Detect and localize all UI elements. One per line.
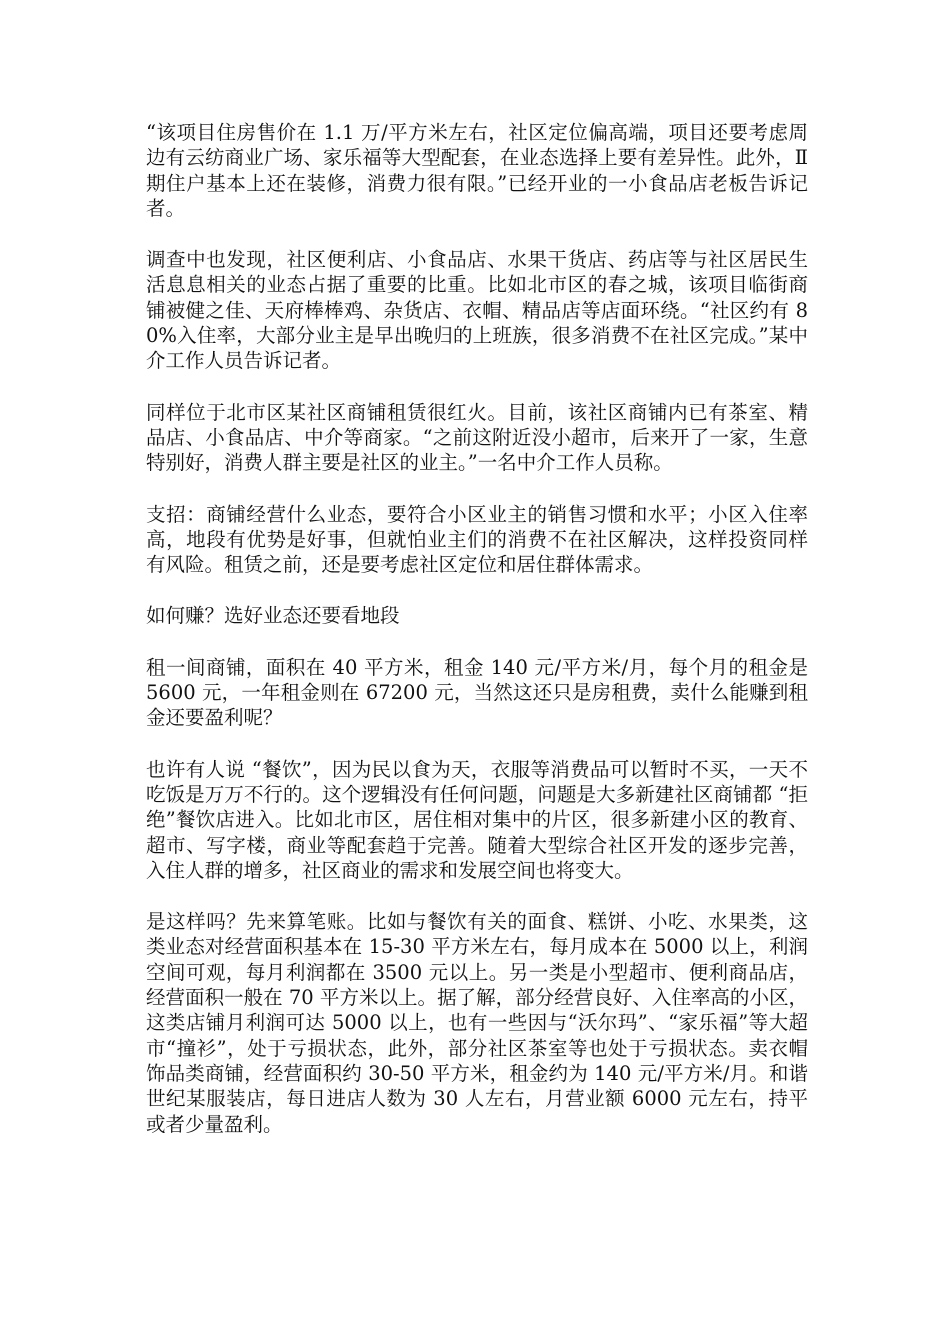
paragraph-rent-calculation: 租一间商铺，面积在 40 平方米，租金 140 元/平方米/月，每个月的租金是 5600 元，一年租金则在 67200 元，当然这还只是房租费，卖什么能赚到租金还要盈利呢？ bbox=[146, 655, 808, 730]
paragraph-profit-analysis: 是这样吗？先来算笔账。比如与餐饮有关的面食、糕饼、小吃、水果类，这类业态对经营面积基本在 15-30 平方米左右，每月成本在 5000 以上，利润空间可观，每月利润都在 3500 元以上。另一类是小型超市、便利商品店，经营面积一般在 70 平方米以上。据了解，部分经营良好、入住率高的小区，这类店铺月利润可达 5000 以上，也有一些因与“沃尔玛”、“家乐福”等大超市“撞衫”，处于亏损状态，此外，部分社区茶室等也处于亏损状态。卖衣帽饰品类商铺，经营面积约 30-50 平方米，租金约为 140 元/平方米/月。和谐世纪某服装店，每日进店人数为 30 人左右，月营业额 6000 元左右，持平或者少量盈利。 bbox=[146, 910, 808, 1136]
paragraph-survey-findings: 调查中也发现，社区便利店、小食品店、水果干货店、药店等与社区居民生活息息相关的业态占据了重要的比重。比如北市区的春之城，该项目临街商铺被健之佳、天府棒棒鸡、杂货店、衣帽、精品店等店面环绕。“社区约有 80%入住率，大部分业主是早出晚归的上班族，很多消费不在社区完成。”某中介工作人员告诉记者。 bbox=[146, 248, 808, 373]
paragraph-shop-owner-quote: “该项目住房售价在 1.1 万/平方米左右，社区定位偏高端，项目还要考虑周边有云纺商业广场、家乐福等大型配套，在业态选择上要有差异性。此外，Ⅱ期住户基本上还在装修，消费力很有限。”已经开业的一小食品店老板告诉记者。 bbox=[146, 121, 808, 220]
paragraph-north-district-rental: 同样位于北市区某社区商铺租赁很红火。目前，该社区商铺内已有茶室、精品店、小食品店、中介等商家。“之前这附近没小超市，后来开了一家，生意特别好，消费人群主要是社区的业主。”一名中介工作人员称。 bbox=[146, 400, 808, 475]
paragraph-catering-discussion: 也许有人说 “餐饮”，因为民以食为天，衣服等消费品可以暂时不买，一天不吃饭是万万不行的。这个逻辑没有任何问题，问题是大多新建社区商铺都 “拒绝”餐饮店进入。比如北市区，居住相对集中的片区，很多新建小区的教育、超市、写字楼，商业等配套趋于完善。随着大型综合社区开发的逐步完善，入住人群的增多，社区商业的需求和发展空间也将变大。 bbox=[146, 757, 808, 882]
paragraph-tips: 支招：商铺经营什么业态，要符合小区业主的销售习惯和水平；小区入住率高，地段有优势是好事，但就怕业主们的消费不在社区解决，这样投资同样有风险。租赁之前，还是要考虑社区定位和居住群体需求。 bbox=[146, 502, 808, 577]
section-heading: 如何赚？选好业态还要看地段 bbox=[146, 604, 400, 628]
document-page bbox=[146, 120, 808, 1163]
